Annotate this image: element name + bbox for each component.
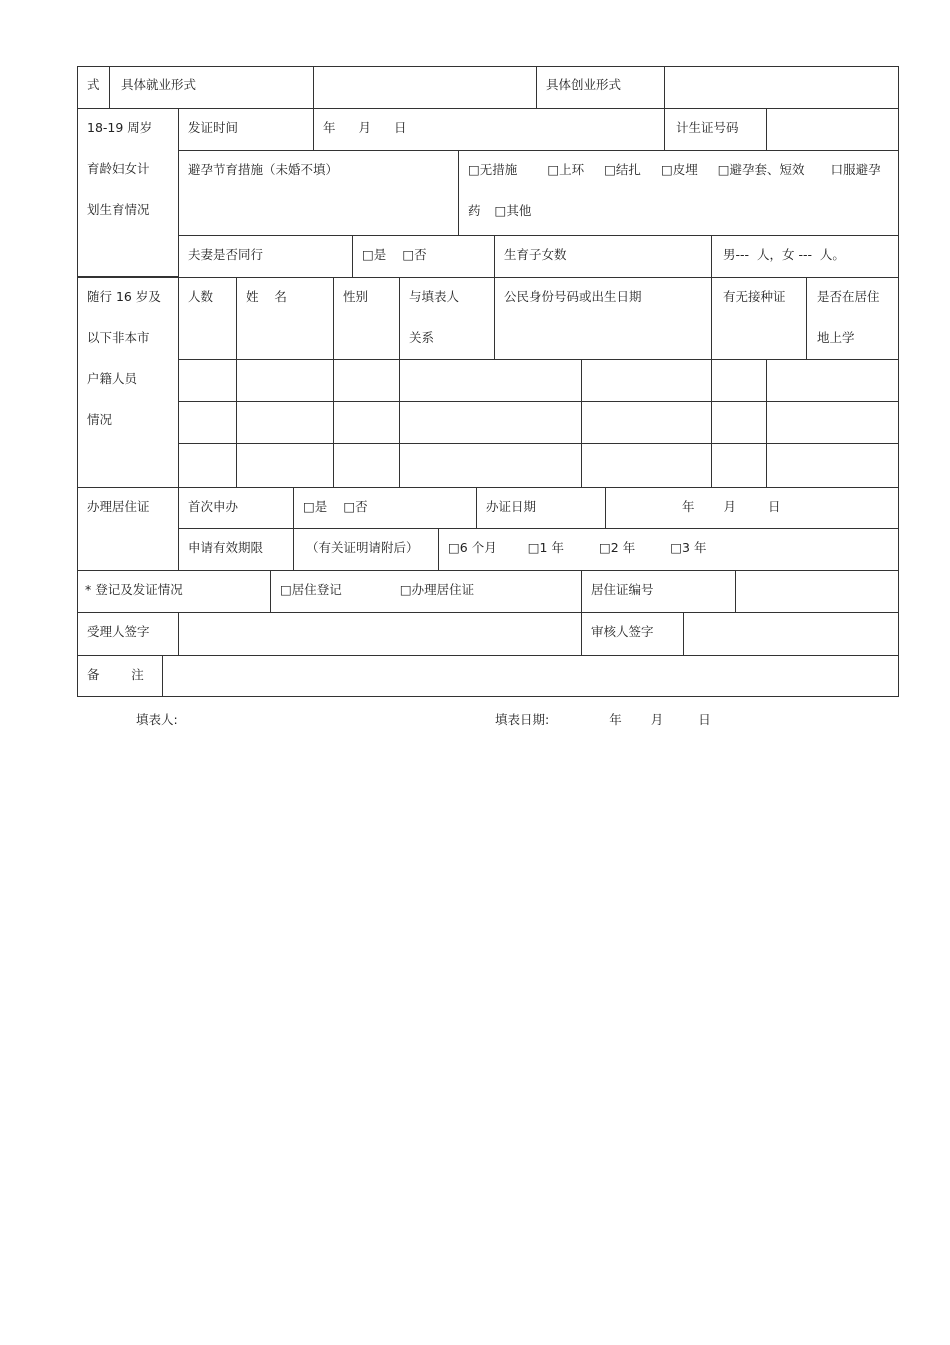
option-yao-text: 药 xyxy=(468,203,481,218)
option-qita-checkbox[interactable]: □其他 xyxy=(494,203,532,218)
residence-section-label: 办理居住证 xyxy=(77,487,179,571)
shouci-no-checkbox[interactable]: □否 xyxy=(343,499,368,514)
shouci-yes-checkbox[interactable]: □是 xyxy=(303,499,328,514)
biyun-options xyxy=(458,150,899,236)
option-shanghuan-checkbox[interactable]: □上环 xyxy=(547,162,585,177)
follower-cell[interactable] xyxy=(399,443,582,488)
option-biyuntao-checkbox[interactable]: □避孕套、短效 xyxy=(717,162,805,177)
fertility-line-1: 18-19 周岁 xyxy=(87,120,153,135)
follower-cell[interactable] xyxy=(333,359,400,402)
option-koufu-checkbox[interactable]: 口服避孕 xyxy=(830,162,881,177)
follower-cell[interactable] xyxy=(236,443,334,488)
remarks-label: 备 注 xyxy=(77,655,163,697)
header-xingming: 姓 名 xyxy=(236,277,334,360)
jiuye-label: 具体就业形式 xyxy=(109,66,314,109)
shouci-options xyxy=(293,487,477,529)
follower-cell[interactable] xyxy=(236,359,334,402)
follower-cell[interactable] xyxy=(178,443,237,488)
option-jiezha-checkbox[interactable]: □结扎 xyxy=(604,162,641,177)
tongxing-yes-checkbox[interactable]: □是 xyxy=(362,247,387,262)
fertility-section-label xyxy=(77,108,179,277)
biyun-label: 避孕节育措施（未婚不填） xyxy=(178,150,459,236)
follower-cell[interactable] xyxy=(178,359,237,402)
date-year: 年 xyxy=(682,499,695,514)
fill-date xyxy=(495,710,711,728)
registration-form-table xyxy=(77,66,899,697)
follower-cell[interactable] xyxy=(399,401,582,444)
tongxing-options xyxy=(352,235,495,278)
banli-juzhuzheng-checkbox[interactable]: □办理居住证 xyxy=(399,582,475,597)
header-renshu: 人数 xyxy=(178,277,237,360)
bianhao-value-field[interactable] xyxy=(735,570,899,613)
jisheng-label: 计生证号码 xyxy=(664,108,767,151)
followers-line-2: 以下非本市 xyxy=(87,330,150,345)
shi-label: 式 xyxy=(77,66,110,109)
shouli-signature-field[interactable] xyxy=(178,612,582,656)
fill-date-label: 填表日期: xyxy=(495,712,550,727)
qixian-1y-checkbox[interactable]: □1 年 xyxy=(527,540,564,555)
header-xingbie: 性别 xyxy=(333,277,400,360)
shouli-label: 受理人签字 xyxy=(77,612,179,656)
follower-cell[interactable] xyxy=(333,401,400,444)
date-year: 年 xyxy=(323,120,336,135)
follower-cell[interactable] xyxy=(711,443,767,488)
banzheng-date-field[interactable] xyxy=(605,487,899,529)
qixian-2y-checkbox[interactable]: □2 年 xyxy=(599,540,636,555)
fazheng-date-field[interactable] xyxy=(313,108,665,151)
header-jiezhong: 有无接种证 xyxy=(711,277,807,360)
fill-date-month: 月 xyxy=(650,712,664,727)
follower-cell[interactable] xyxy=(178,401,237,444)
jiuye-value-field[interactable] xyxy=(313,66,537,109)
qixian-6m-checkbox[interactable]: □6 个月 xyxy=(448,540,497,555)
follower-cell[interactable] xyxy=(236,401,334,444)
followers-line-3: 户籍人员 xyxy=(87,371,138,386)
followers-line-1: 随行 16 岁及 xyxy=(87,289,161,304)
header-shenfen: 公民身份号码或出生日期 xyxy=(494,277,712,360)
header-guanxi: 与填表人 关系 xyxy=(399,277,495,360)
qixian-label: 申请有效期限 xyxy=(178,528,294,571)
qixian-3y-checkbox[interactable]: □3 年 xyxy=(670,540,707,555)
follower-cell[interactable] xyxy=(766,401,899,444)
date-month: 月 xyxy=(358,120,372,135)
date-month: 月 xyxy=(723,499,737,514)
shouci-label: 首次申办 xyxy=(178,487,294,529)
date-day: 日 xyxy=(394,120,407,135)
follower-cell[interactable] xyxy=(333,443,400,488)
fill-date-day: 日 xyxy=(698,712,711,727)
fazheng-label: 发证时间 xyxy=(178,108,314,151)
fill-date-year: 年 xyxy=(609,712,622,727)
registration-label: * 登记及发证情况 xyxy=(77,570,271,613)
option-wucuoshi-checkbox[interactable]: □无措施 xyxy=(468,162,518,177)
fertility-line-2: 育龄妇女计 xyxy=(87,161,150,176)
follower-cell[interactable] xyxy=(581,359,712,402)
tongxing-no-checkbox[interactable]: □否 xyxy=(402,247,427,262)
follower-cell[interactable] xyxy=(766,443,899,488)
juzhu-dengji-checkbox[interactable]: □居住登记 xyxy=(280,582,342,597)
option-pimai-checkbox[interactable]: □皮埋 xyxy=(660,162,698,177)
chuangye-value-field[interactable] xyxy=(664,66,899,109)
chuangye-label: 具体创业形式 xyxy=(536,66,665,109)
followers-section-label xyxy=(77,277,179,488)
followers-line-4: 情况 xyxy=(87,412,113,427)
header-shangxue: 是否在居住 地上学 xyxy=(806,277,899,360)
shenhe-label: 审核人签字 xyxy=(581,612,684,656)
qixian-note: （有关证明请附后） xyxy=(293,528,439,571)
qixian-options xyxy=(438,528,899,571)
follower-cell[interactable] xyxy=(711,401,767,444)
zinv-label: 生育子女数 xyxy=(494,235,712,278)
follower-cell[interactable] xyxy=(581,401,712,444)
follower-cell[interactable] xyxy=(766,359,899,402)
bianhao-label: 居住证编号 xyxy=(581,570,736,613)
filler-label: 填表人: xyxy=(136,712,178,727)
fertility-line-3: 划生育情况 xyxy=(87,202,150,217)
jisheng-value-field[interactable] xyxy=(766,108,899,151)
banzheng-label: 办证日期 xyxy=(476,487,606,529)
follower-cell[interactable] xyxy=(711,359,767,402)
zinv-value-field[interactable]: 男--- 人，女 --- 人。 xyxy=(711,235,899,278)
date-day: 日 xyxy=(768,499,781,514)
remarks-field[interactable] xyxy=(162,655,899,697)
tongxing-label: 夫妻是否同行 xyxy=(178,235,353,278)
shenhe-signature-field[interactable] xyxy=(683,612,899,656)
registration-options xyxy=(270,570,582,613)
follower-cell[interactable] xyxy=(581,443,712,488)
follower-cell[interactable] xyxy=(399,359,582,402)
